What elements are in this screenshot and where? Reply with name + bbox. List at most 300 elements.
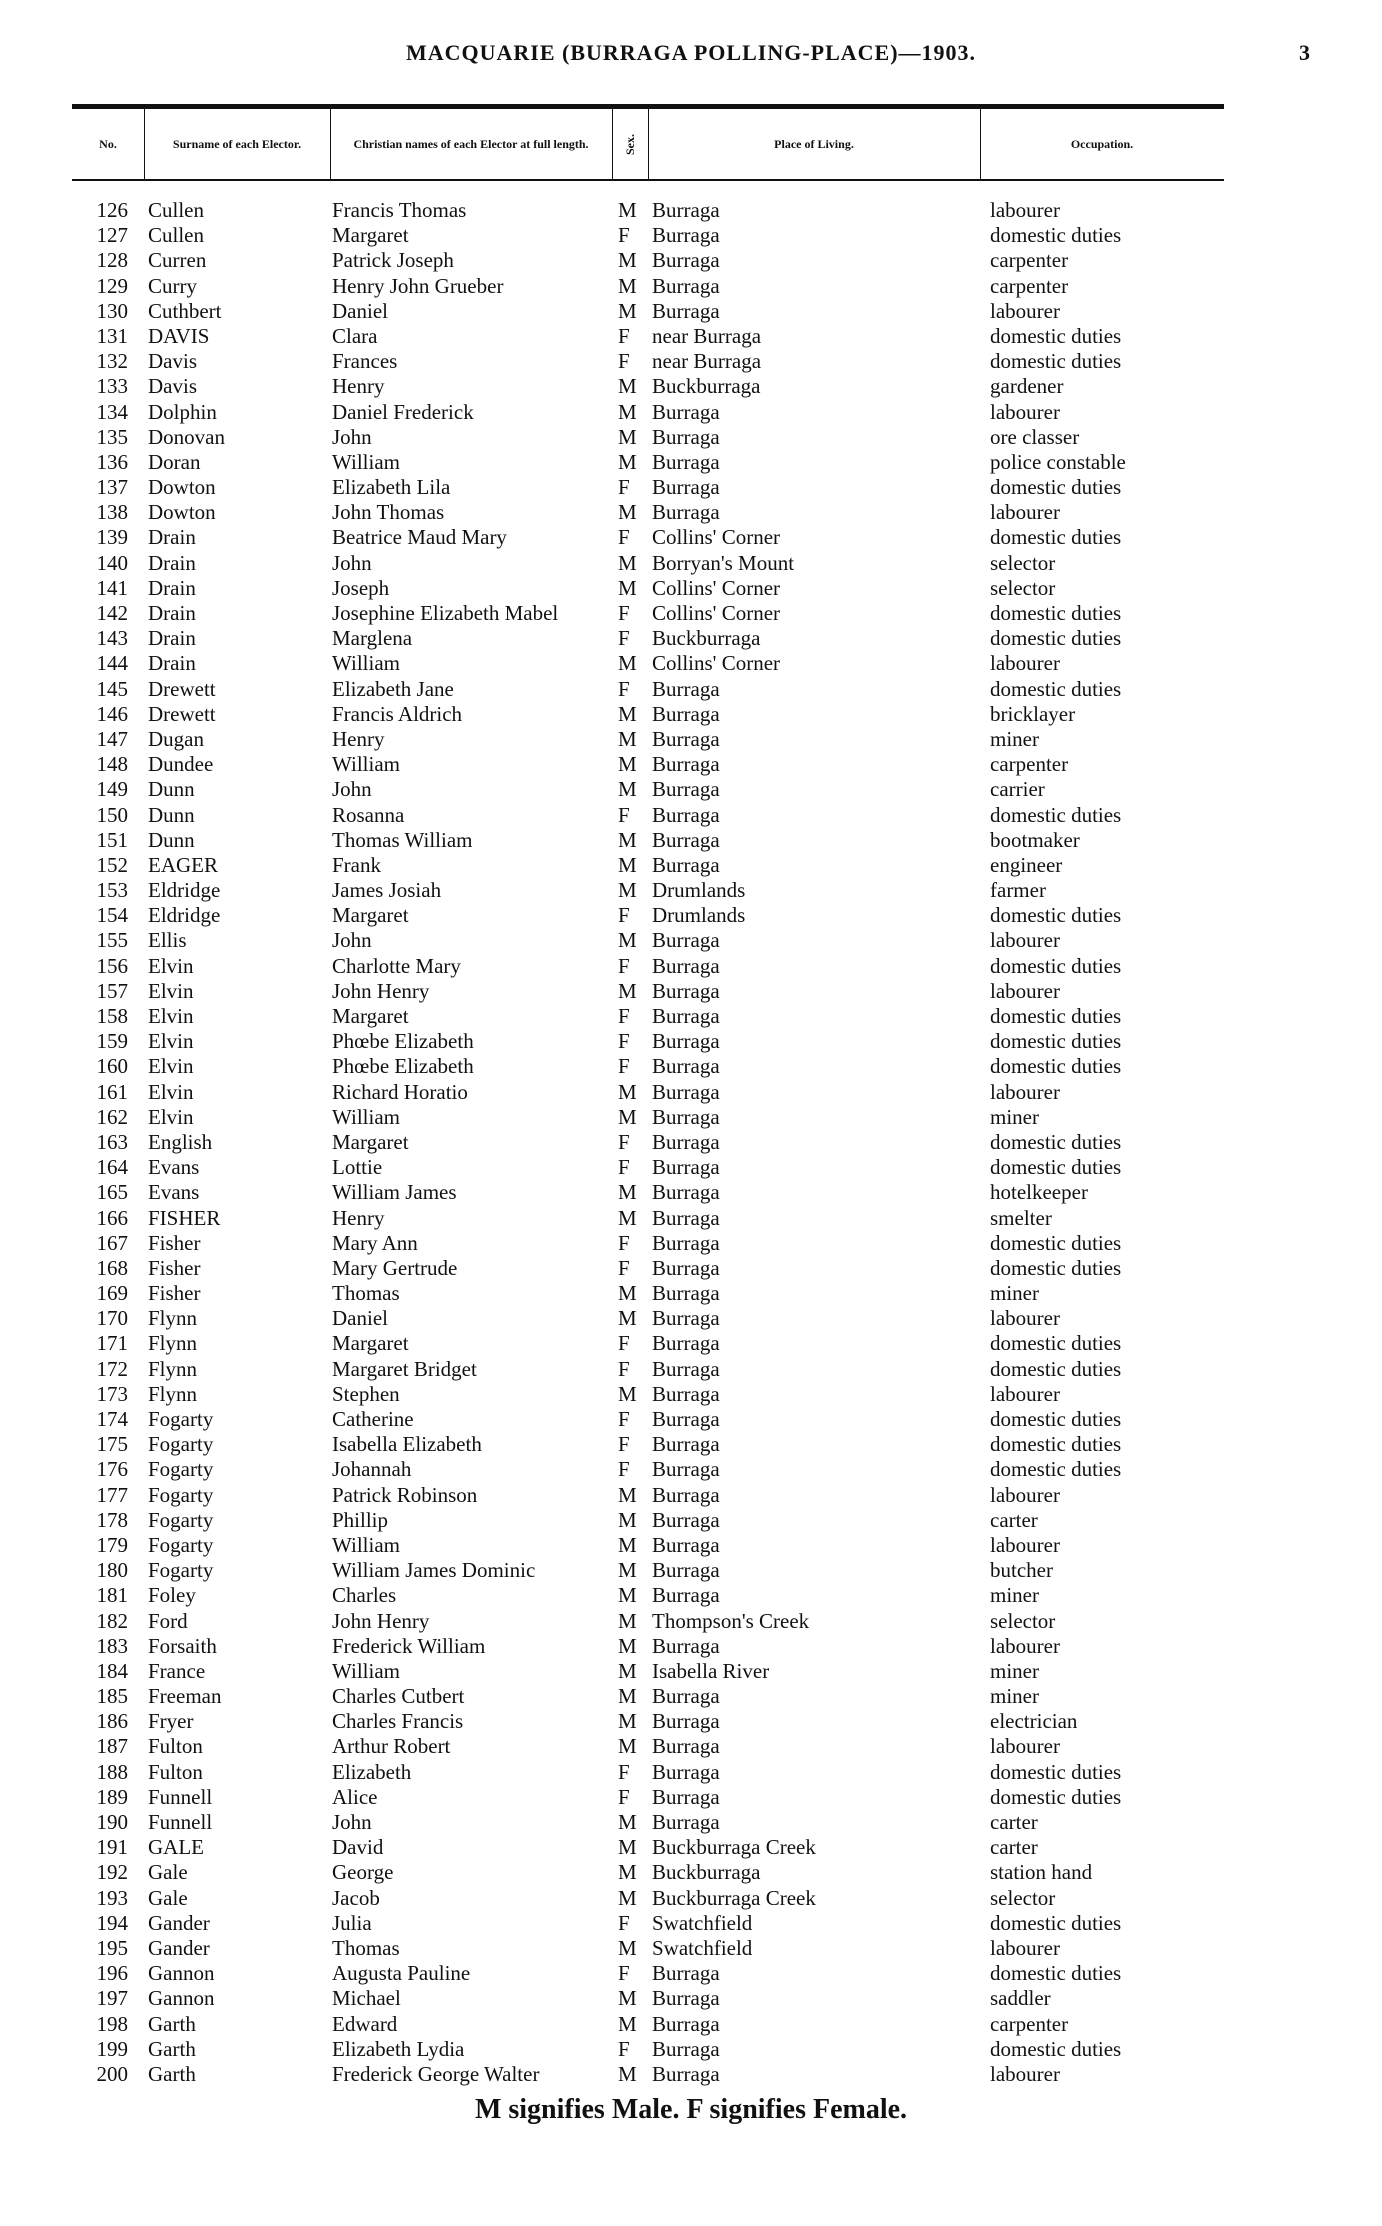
surname-cell: Gander [148,1935,210,1960]
occupation-cell: domestic duties [990,1129,1122,1154]
table-row [72,223,1302,248]
surname-cell: Garth [148,2061,196,2086]
surname-cell: Flynn [148,1306,198,1331]
row-number: 165 [96,1180,128,1205]
sex-legend: M signifies Male. F signifies Female. [474,2094,908,2125]
table-row [72,1986,1302,2011]
table-row [72,1130,1302,1155]
table-row [72,878,1302,903]
sex-cell: M [618,198,637,222]
table-row [72,2062,1302,2087]
occupation-cell: labourer [990,198,1060,222]
christian-names-cell: Clara [332,323,378,348]
occupation-cell: domestic duties [990,802,1122,827]
surname-cell: Drewett [148,676,216,701]
sex-cell: F [618,676,630,701]
occupation-cell: domestic duties [990,601,1122,625]
sex-cell: F [618,802,630,827]
table-row [72,1483,1302,1508]
row-number: 189 [96,1784,128,1809]
table-row [72,1180,1302,1205]
surname-cell: Evans [148,1155,200,1180]
surname-cell: Dowton [148,475,216,500]
christian-names-cell: William [332,651,400,676]
sex-cell: M [618,1507,637,1532]
surname-cell: Cullen [148,198,204,222]
christian-names-cell: Patrick Joseph [332,248,454,273]
occupation-cell: carrier [990,777,1045,802]
row-number: 194 [96,1910,128,1935]
place-cell: Burraga [652,1482,720,1507]
surname-cell: Davis [148,374,197,399]
christian-names-cell: Henry [332,1205,385,1230]
christian-names-cell: William [332,752,400,777]
occupation-cell: electrician [990,1709,1078,1734]
occupation-cell: saddler [990,1986,1051,2011]
sex-cell: M [618,1583,637,1608]
table-row [72,576,1302,601]
row-number: 146 [96,701,128,726]
place-cell: Buckburraga Creek [652,1835,816,1860]
occupation-cell: domestic duties [990,1961,1122,1986]
christian-names-cell: John [332,1810,372,1834]
occupation-cell: labourer [990,2061,1060,2086]
occupation-cell: miner [990,1281,1039,1306]
christian-names-cell: Johannah [332,1457,412,1482]
surname-cell: Doran [148,449,201,474]
row-number: 147 [96,726,128,751]
table-row [72,1936,1302,1961]
place-cell: Burraga [652,1457,720,1482]
sex-cell: F [618,903,630,928]
christian-names-cell: Thomas William [332,827,473,852]
occupation-cell: carpenter [990,2011,1069,2036]
christian-names-cell: Patrick Robinson [332,1482,478,1507]
sex-cell: M [618,2061,637,2086]
row-number: 133 [96,374,128,399]
row-number: 136 [96,449,128,474]
sex-cell: M [618,1658,637,1683]
table-row [72,274,1302,299]
table-row [72,1961,1302,1986]
row-number: 160 [96,1054,128,1079]
row-number: 148 [96,752,128,777]
table-row [72,1835,1302,1860]
surname-cell: Funnell [148,1810,213,1834]
row-number: 162 [96,1104,128,1129]
place-cell: Drumlands [652,903,746,928]
header-no: No. [99,137,117,151]
sex-cell: F [618,1457,630,1482]
christian-names-cell: William [332,449,400,474]
christian-names-cell: John [332,777,372,802]
place-cell: Burraga [652,399,720,424]
occupation-cell: domestic duties [990,1004,1122,1028]
row-number: 188 [96,1759,128,1784]
row-number: 192 [96,1860,128,1885]
sex-cell: M [618,449,637,474]
occupation-cell: domestic duties [990,1759,1122,1784]
table-row [72,1911,1302,1936]
table-row [72,2012,1302,2037]
surname-cell: GALE [148,1835,204,1860]
occupation-cell: carpenter [990,273,1069,298]
sex-cell: M [618,928,637,953]
table-row [72,1886,1302,1911]
place-cell: Burraga [652,273,720,298]
row-number: 134 [96,399,128,424]
row-number: 127 [96,223,128,248]
place-cell: Burraga [652,953,720,978]
occupation-cell: labourer [990,1935,1060,1960]
surname-cell: Elvin [148,978,194,1003]
christian-names-cell: Elizabeth Lila [332,475,451,500]
table-row [72,1432,1302,1457]
row-number: 154 [96,903,128,928]
christian-names-cell: Edward [332,2011,398,2036]
occupation-cell: domestic duties [990,903,1122,928]
sex-cell: M [618,1281,637,1306]
row-number: 178 [96,1507,128,1532]
christian-names-cell: Henry [332,726,385,751]
occupation-cell: labourer [990,1633,1060,1658]
row-number: 141 [96,575,128,600]
row-number: 172 [96,1356,128,1381]
sex-cell: M [618,500,637,525]
occupation-cell: ore classer [990,424,1080,449]
table-row [72,1785,1302,1810]
place-cell: Burraga [652,1129,720,1154]
place-cell: Burraga [652,1255,720,1280]
row-number: 176 [96,1457,128,1482]
occupation-cell: smelter [990,1205,1052,1230]
christian-names-cell: George [332,1860,394,1885]
occupation-cell: domestic duties [990,2036,1122,2061]
row-number: 131 [96,323,128,348]
occupation-cell: labourer [990,651,1060,676]
place-cell: Borryan's Mount [652,550,795,575]
occupation-cell: butcher [990,1558,1053,1583]
sex-cell: F [618,1910,630,1935]
sex-cell: M [618,1986,637,2011]
table-row [72,651,1302,676]
sex-cell: M [618,1558,637,1583]
sex-cell: M [618,1810,637,1834]
sex-cell: M [618,1381,637,1406]
table-row [72,1659,1302,1684]
row-number: 142 [96,601,128,625]
occupation-cell: domestic duties [990,626,1122,651]
place-cell: Burraga [652,1532,720,1557]
place-cell: Drumlands [652,878,746,903]
surname-cell: Dunn [148,777,195,802]
christian-names-cell: Daniel [332,298,388,323]
sex-cell: M [618,1885,637,1910]
christian-names-cell: Frederick George Walter [332,2061,540,2086]
table-row [72,400,1302,425]
occupation-cell: carpenter [990,752,1069,777]
sex-cell: F [618,1961,630,1986]
christian-names-cell: William [332,1104,400,1129]
surname-cell: Garth [148,2036,196,2061]
table-row [72,1256,1302,1281]
place-cell: Burraga [652,1633,720,1658]
surname-cell: Fisher [148,1281,201,1306]
surname-cell: Drain [148,601,196,625]
sex-cell: F [618,223,630,248]
christian-names-cell: Beatrice Maud Mary [332,525,507,550]
surname-cell: Fogarty [148,1457,214,1482]
surname-cell: Fogarty [148,1558,214,1583]
christian-names-cell: John Henry [332,1608,430,1633]
place-cell: Burraga [652,500,720,525]
row-number: 186 [96,1709,128,1734]
row-number: 159 [96,1029,128,1054]
row-number: 171 [96,1331,128,1356]
christian-names-cell: Alice [332,1784,378,1809]
table-row [72,1105,1302,1130]
sex-cell: F [618,1331,630,1356]
place-cell: Burraga [652,726,720,751]
sex-cell: M [618,978,637,1003]
occupation-cell: farmer [990,878,1046,903]
christian-names-cell: Phœbe Elizabeth [332,1029,474,1054]
occupation-cell: labourer [990,928,1060,953]
christian-names-cell: Elizabeth Jane [332,676,454,701]
christian-names-cell: Stephen [332,1381,400,1406]
occupation-cell: selector [990,550,1056,575]
sex-cell: M [618,777,637,802]
christian-names-cell: John Henry [332,978,430,1003]
christian-names-cell: William James Dominic [332,1558,536,1583]
row-number: 197 [96,1986,128,2011]
sex-cell: F [618,626,630,651]
row-number: 151 [96,827,128,852]
christian-names-cell: Henry [332,374,385,399]
table-row [72,702,1302,727]
row-number: 183 [96,1633,128,1658]
christian-names-cell: Margaret [332,903,409,928]
table-row [72,928,1302,953]
table-row [72,1382,1302,1407]
row-number: 199 [96,2036,128,2061]
place-cell: Burraga [652,1356,720,1381]
occupation-cell: miner [990,1583,1039,1608]
sex-cell: F [618,1004,630,1028]
table-row [72,1004,1302,1029]
place-cell: Burraga [652,2061,720,2086]
place-cell: Buckburraga Creek [652,1885,816,1910]
table-row [72,1860,1302,1885]
christian-names-cell: William James [332,1180,457,1205]
surname-cell: Drain [148,525,196,550]
row-number: 181 [96,1583,128,1608]
place-cell: Burraga [652,777,720,802]
row-number: 152 [96,852,128,877]
sex-cell: F [618,1230,630,1255]
christian-names-cell: Daniel [332,1306,388,1331]
christian-names-cell: Margaret [332,1129,409,1154]
table-row [72,500,1302,525]
sex-cell: M [618,399,637,424]
surname-cell: Gannon [148,1986,215,2011]
place-cell: near Burraga [652,323,762,348]
table-row [72,1306,1302,1331]
row-number: 182 [96,1608,128,1633]
christian-names-cell: Margaret Bridget [332,1356,477,1381]
surname-cell: Drain [148,651,196,676]
sex-cell: M [618,1835,637,1860]
table-row [72,450,1302,475]
table-row [72,1206,1302,1231]
table-row [72,1281,1302,1306]
christian-names-cell: David [332,1835,384,1860]
table-row [72,1407,1302,1432]
header-christian: Christian names of each Elector at full length. [353,137,589,151]
occupation-cell: domestic duties [990,1255,1122,1280]
row-number: 196 [96,1961,128,1986]
surname-cell: Forsaith [148,1633,217,1658]
surname-cell: Fogarty [148,1407,214,1431]
occupation-cell: labourer [990,1306,1060,1331]
surname-cell: Dunn [148,802,195,827]
row-number: 167 [96,1230,128,1255]
sex-cell: M [618,298,637,323]
table-row [72,525,1302,550]
surname-cell: Drain [148,550,196,575]
sex-cell: M [618,1079,637,1104]
occupation-cell: domestic duties [990,1432,1122,1457]
surname-cell: Davis [148,349,197,374]
christian-names-cell: Phœbe Elizabeth [332,1054,474,1079]
occupation-cell: labourer [990,1532,1060,1557]
sex-cell: M [618,550,637,575]
place-cell: Burraga [652,1306,720,1331]
christian-names-cell: Charles Cutbert [332,1684,465,1709]
occupation-cell: domestic duties [990,1331,1122,1356]
row-number: 177 [96,1482,128,1507]
occupation-cell: domestic duties [990,1457,1122,1482]
sex-cell: F [618,2036,630,2061]
row-number: 193 [96,1885,128,1910]
surname-cell: DAVIS [148,323,210,348]
row-number: 168 [96,1255,128,1280]
row-number: 195 [96,1935,128,1960]
row-number: 155 [96,928,128,953]
place-cell: Burraga [652,978,720,1003]
sex-cell: F [618,1129,630,1154]
sex-cell: F [618,601,630,625]
place-cell: Burraga [652,802,720,827]
surname-cell: Dugan [148,726,204,751]
place-cell: Burraga [652,198,720,222]
table-row [72,1331,1302,1356]
header-sex [612,109,648,179]
sex-cell: M [618,1684,637,1709]
place-cell: Burraga [652,1004,720,1028]
sex-cell: M [618,1860,637,1885]
sex-cell: M [618,878,637,903]
sex-cell: M [618,701,637,726]
sex-cell: M [618,1180,637,1205]
sex-cell: F [618,953,630,978]
surname-cell: Dolphin [148,399,217,424]
sex-cell: F [618,1432,630,1457]
sex-cell: F [618,349,630,374]
row-number: 137 [96,475,128,500]
place-cell: Burraga [652,1104,720,1129]
surname-cell: Eldridge [148,878,221,903]
sex-cell: M [618,575,637,600]
table-row [72,803,1302,828]
row-number: 166 [96,1205,128,1230]
row-number: 173 [96,1381,128,1406]
table-row [72,349,1302,374]
occupation-cell: domestic duties [990,1230,1122,1255]
table-header [72,104,1224,181]
table-row [72,1231,1302,1256]
sex-cell: F [618,525,630,550]
row-number: 126 [96,198,128,222]
sex-cell: M [618,1104,637,1129]
christian-names-cell: Isabella Elizabeth [332,1432,482,1457]
row-number: 149 [96,777,128,802]
place-cell: Burraga [652,1029,720,1054]
christian-names-cell: Charlotte Mary [332,953,461,978]
place-cell: Burraga [652,1709,720,1734]
surname-cell: Ford [148,1608,188,1633]
surname-cell: Curry [148,273,197,298]
sex-cell: M [618,1482,637,1507]
christian-names-cell: Elizabeth [332,1759,412,1784]
occupation-cell: carter [990,1507,1038,1532]
row-number: 200 [96,2061,128,2086]
row-number: 180 [96,1558,128,1583]
christian-names-cell: Arthur Robert [332,1734,451,1759]
row-number: 158 [96,1004,128,1028]
surname-cell: Elvin [148,1079,194,1104]
occupation-cell: domestic duties [990,676,1122,701]
table-row [72,1709,1302,1734]
christian-names-cell: John [332,550,372,575]
place-cell: Collins' Corner [652,575,781,600]
christian-names-cell: Rosanna [332,802,405,827]
occupation-cell: domestic duties [990,475,1122,500]
header-occupation: Occupation. [1070,137,1134,151]
table-row [72,2037,1302,2062]
table-row [72,1054,1302,1079]
row-number: 187 [96,1734,128,1759]
occupation-cell: domestic duties [990,1910,1122,1935]
surname-cell: Elvin [148,1054,194,1079]
table-row [72,551,1302,576]
row-number: 130 [96,298,128,323]
occupation-cell: domestic duties [990,1784,1122,1809]
surname-cell: EAGER [148,852,218,877]
place-cell: Burraga [652,223,720,248]
table-row [72,1533,1302,1558]
surname-cell: Gale [148,1860,188,1885]
sex-cell: M [618,374,637,399]
sex-cell: M [618,651,637,676]
surname-cell: Elvin [148,1004,194,1028]
occupation-cell: domestic duties [990,349,1122,374]
surname-cell: Elvin [148,953,194,978]
place-cell: Burraga [652,1961,720,1986]
row-number: 135 [96,424,128,449]
sex-cell: F [618,475,630,500]
christian-names-cell: Henry John Grueber [332,273,504,298]
